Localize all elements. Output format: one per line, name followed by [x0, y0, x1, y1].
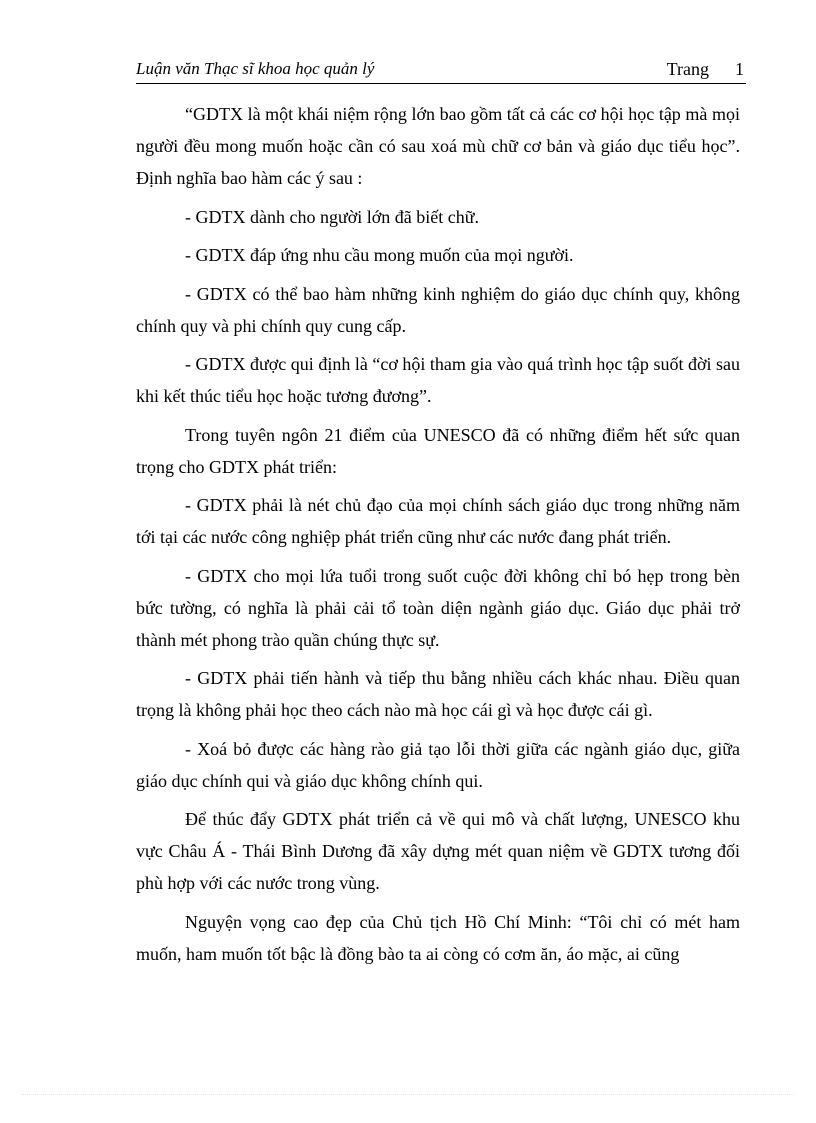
thesis-title: Luận văn Thạc sĩ khoa học quản lý — [136, 59, 375, 78]
bullet-all-ages: - GDTX cho mọi lứa tuổi trong suốt cuộc đời không chỉ bó hẹp trong bèn bức tường, có nghĩa là phải cải tổ toàn diện ngành giáo dục. Giáo dục phải trở thành mét phong trào quần chúng thực sự. — [136, 565, 740, 650]
page-header — [136, 57, 746, 84]
bullet-experience: - GDTX có thể bao hàm những kinh nghiệm do giáo dục chính quy, không chính quy và phi chính quy cung cấp. — [136, 283, 740, 336]
bullet-meets-needs: - GDTX đáp ứng nhu cầu mong muốn của mọi người. — [185, 245, 574, 265]
bullet-lifelong-opportunity: - GDTX được qui định là “cơ hội tham gia vào quá trình học tập suốt đời sau khi kết thúc tiểu học hoặc tương đương”. — [136, 354, 740, 406]
page-indicator — [667, 59, 744, 80]
page-number: 1 — [735, 59, 744, 79]
paragraph-definition: “GDTX là một khái niệm rộng lớn bao gồm tất cả các cơ hội học tập mà mọi người đều mong muốn hoặc cần có sau xoá mù chữ cơ bản và giáo dục tiểu học”. Định nghĩa bao hàm các ý sau : — [136, 104, 740, 188]
bullet-many-methods: - GDTX phải tiến hành và tiếp thu bằng nhiều cách khác nhau. Điều quan trọng là không phải học theo cách nào mà học cái gì và học được cái gì. — [136, 668, 740, 720]
paragraph-unesco-asia-pacific: Để thúc đẩy GDTX phát triển cả về qui mô và chất lượng, UNESCO khu vực Châu Á - Thái Bình Dương đã xây dựng mét quan niệm về GDTX tương đối phù hợp với các nước trong vùng. — [136, 809, 740, 893]
bullet-policy-core: - GDTX phải là nét chủ đạo của mọi chính sách giáo dục trong những năm tới tại các nước công nghiệp phát triển cũng như các nước đang phát triển. — [136, 495, 740, 547]
document-body — [136, 98, 740, 970]
paragraph-ho-chi-minh-quote: Nguyện vọng cao đẹp của Chủ tịch Hồ Chí Minh: “Tôi chỉ có mét ham muốn, ham muốn tốt bậc là đồng bào ta ai còng có cơm ăn, áo mặc, ai cũng — [136, 911, 740, 964]
paragraph-unesco-declaration: Trong tuyên ngôn 21 điểm của UNESCO đã có những điểm hết sức quan trọng cho GDTX phát triển: — [136, 424, 740, 477]
page-label: Trang — [666, 59, 709, 79]
bullet-remove-barriers: - Xoá bỏ được các hàng rào giả tạo lỗi thời giữa các ngành giáo dục, giữa giáo dục chính qui và giáo dục không chính qui. — [136, 738, 740, 791]
bullet-literate-adults: - GDTX dành cho người lớn đã biết chữ. — [185, 206, 479, 227]
page-bottom-divider — [22, 1094, 794, 1095]
